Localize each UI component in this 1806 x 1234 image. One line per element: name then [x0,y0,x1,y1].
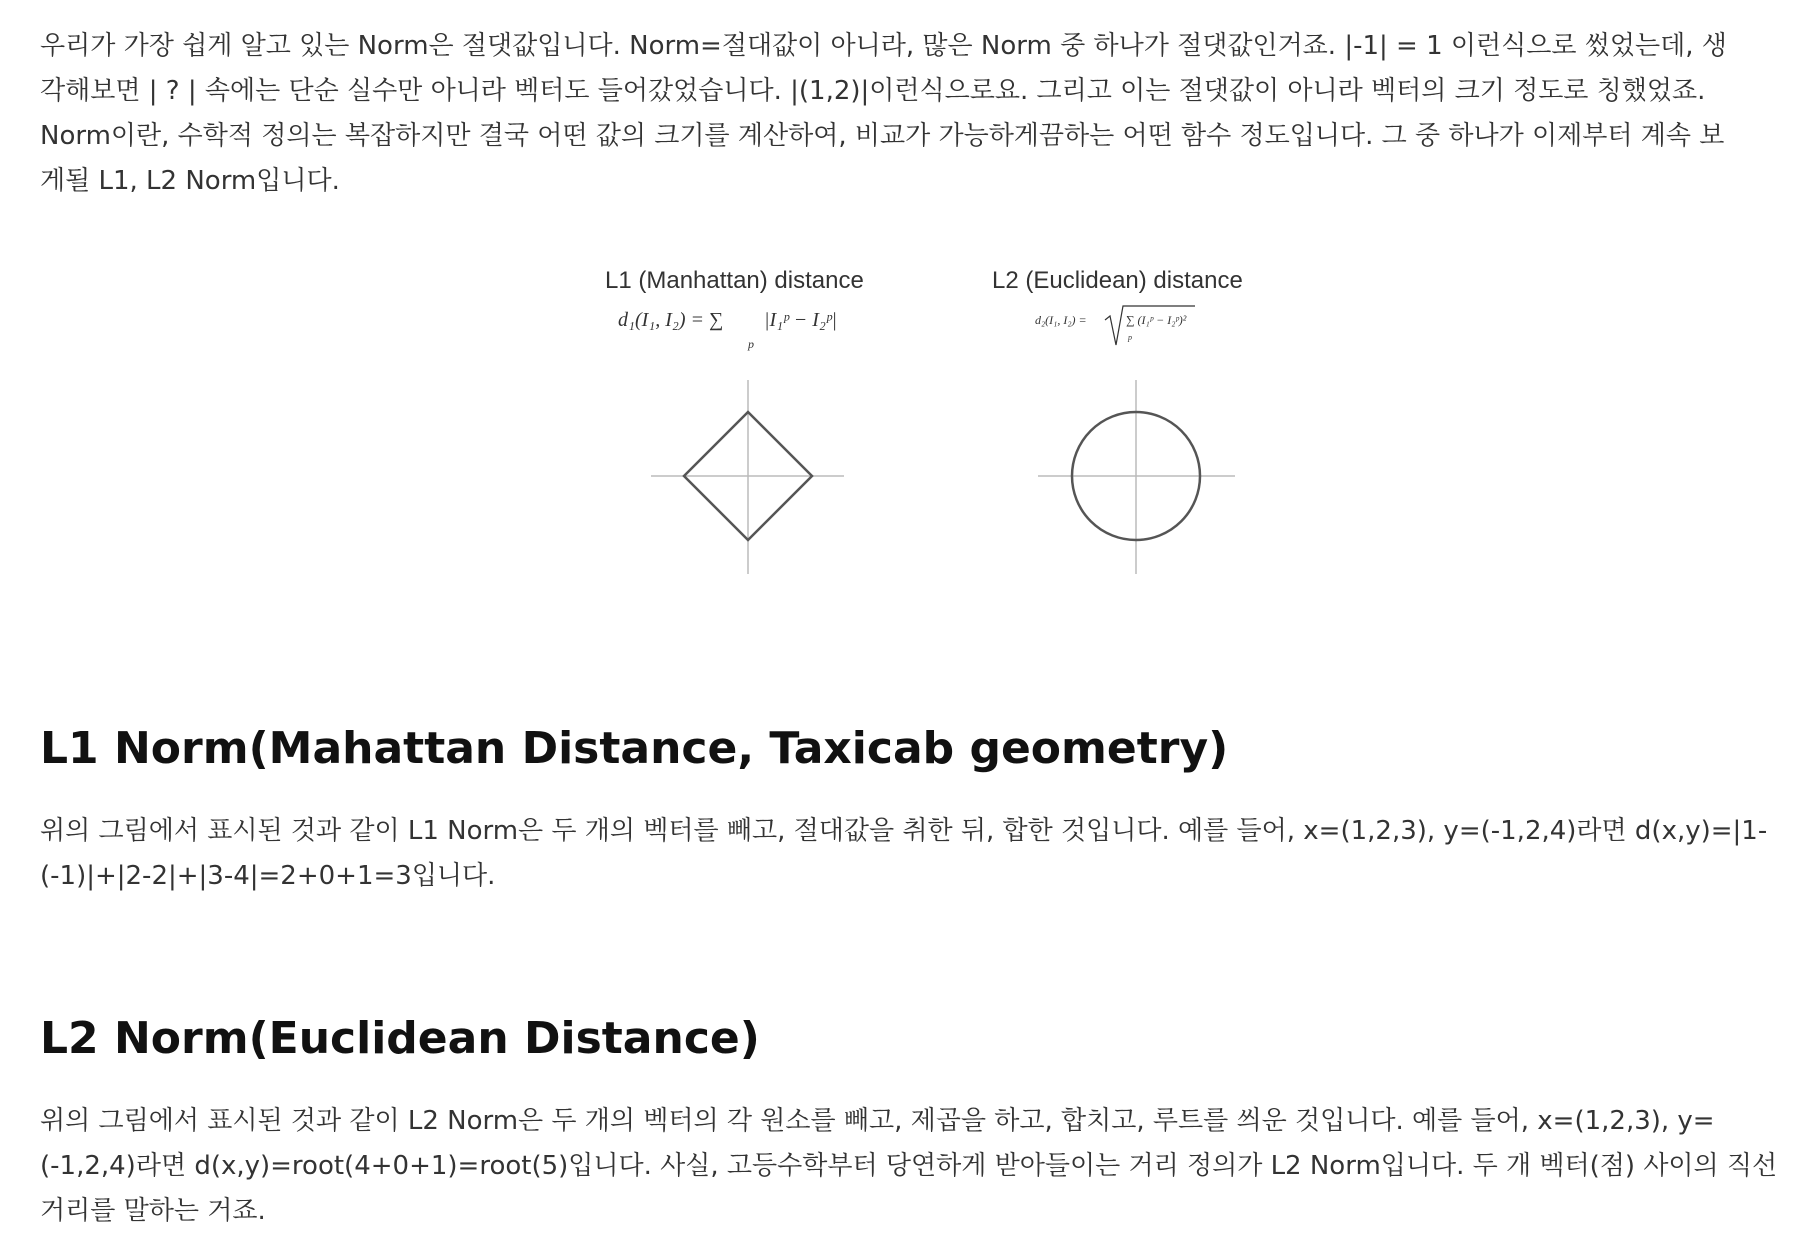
l1-line-1: 위의 그림에서 표시된 것과 같이 L1 Norm은 두 개의 벡터를 빼고, 절대값을 취한 뒤, 합한 것입니다. 예를 들어, x=(1,2,3), y=(-1,2,4)라면 d(x,y)=|1- [40,816,1768,846]
l2-heading: L2 Norm(Euclidean Distance) [40,1013,760,1064]
intro-paragraph [40,24,1780,204]
intro-line-4: 게될 L1, L2 Norm입니다. [40,166,340,196]
intro-line-3: Norm이란, 수학적 정의는 복잡하지만 결국 어떤 값의 크기를 계산하여, 비교가 가능하게끔하는 어떤 함수 정도입니다. 그 중 하나가 이제부터 계속 보 [40,121,1725,151]
l1-formula-rhs: |I₁ᵖ − I₂ᵖ| [764,309,838,331]
l2-formula-lhs: d₂(I₁, I₂) = [1035,313,1087,327]
l2-line-1: 위의 그림에서 표시된 것과 같이 L2 Norm은 두 개의 벡터의 각 원소를 빼고, 제곱을 하고, 합치고, 루트를 씌운 것입니다. 예를 들어, x=(1,2,3), y= [40,1106,1715,1136]
intro-line-2: 각해보면 | ? | 속에는 단순 실수만 아니라 벡터도 들어갔었습니다. |(1,2)|이런식으로요. 그리고 이는 절댓값이 아니라 벡터의 크기 정도로 칭했었죠. [40,76,1706,106]
l2-title: L2 (Euclidean) distance [992,267,1243,294]
l2-formula-rhs: ∑ (I₁ᵖ − I₂ᵖ)² [1126,313,1187,327]
l2-sum-index: p [1128,333,1132,342]
l1-formula-lhs: d₁(I₁, I₂) = ∑ [618,309,724,331]
l1-paragraph [40,809,1780,899]
intro-line-1: 우리가 가장 쉽게 알고 있는 Norm은 절댓값입니다. Norm=절대값이 아니라, 많은 Norm 중 하나가 절댓값인거죠. |-1| = 1 이런식으로 썼었는데, 생 [40,31,1727,61]
l1-line-2: (-1)|+|2-2|+|3-4|=2+0+1=3입니다. [40,861,496,891]
l1-title: L1 (Manhattan) distance [605,267,864,294]
l1-heading: L1 Norm(Mahattan Distance, Taxicab geometry) [40,723,1229,774]
l2-paragraph [40,1099,1780,1234]
l2-line-3: 거리를 말하는 거죠. [40,1196,266,1226]
norm-figure [40,244,1780,599]
l2-line-2: (-1,2,4)라면 d(x,y)=root(4+0+1)=root(5)입니다. 사실, 고등수학부터 당연하게 받아들이는 거리 정의가 L2 Norm입니다. 두 개 벡터(점) 사이의 직선 [40,1151,1778,1181]
article [40,24,1780,1234]
norm-figure-svg [560,244,1243,599]
l1-sum-index: p [748,337,754,351]
